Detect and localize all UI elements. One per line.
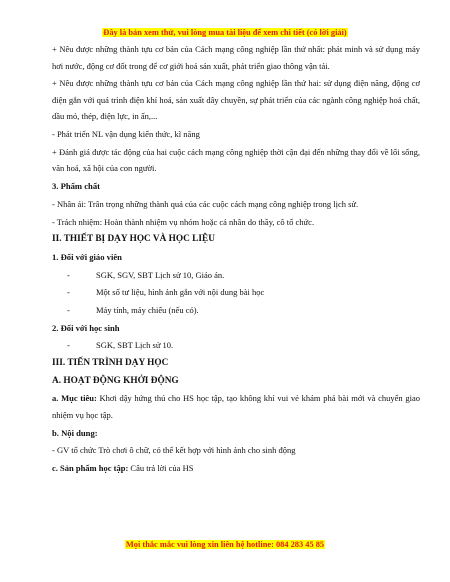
list-item: - Một số tư liệu, hình ảnh gắn với nội dung bài học xyxy=(52,284,420,301)
heading-giao-vien: 1. Đối với giáo viên xyxy=(52,251,122,262)
list-giao-vien xyxy=(52,267,420,319)
muc-tieu-label: a. Mục tiêu: xyxy=(52,393,97,404)
paragraph-noi-dung: - GV tổ chức Trò chơi ô chữ, có thể kết hợp với hình ảnh cho sinh động xyxy=(52,445,296,456)
paragraph-trach-nhiem: - Trách nhiệm: Hoàn thành nhiệm vụ nhóm hoặc cá nhân do thầy, cô tổ chức. xyxy=(52,216,315,227)
hotline-text: Mọi thắc mắc vui lòng xin liên hệ hotline: 084 283 45 85 xyxy=(125,540,325,549)
paragraph-san-pham xyxy=(52,460,420,477)
heading-pham-chat: 3. Phẩm chất xyxy=(52,181,100,192)
heading-noi-dung: b. Nội dung: xyxy=(52,427,98,438)
document-body xyxy=(52,41,420,478)
paragraph-nhan-ai: - Nhân ái: Trân trọng những thành quả của các cuộc cách mạng công nghiệp trong lịch sử. xyxy=(52,198,359,209)
preview-notice-banner xyxy=(0,27,450,38)
hotline-banner xyxy=(0,539,450,550)
list-item: - Máy tính, máy chiếu (nếu có). xyxy=(52,302,420,319)
heading-hoc-sinh: 2. Đối với học sinh xyxy=(52,322,120,333)
san-pham-text: Câu trả lời của HS xyxy=(128,463,194,474)
preview-notice-text: Đây là bản xem thử, vui lòng mua tài liệu để xem chi tiết (có lời giải) xyxy=(103,28,347,37)
muc-tieu-text: Khơi dậy hứng thú cho HS học tập, tạo không khí vui vẻ khám phá bài mới và chuyển giao nhiệm vụ học tập. xyxy=(52,393,421,420)
heading-tien-trinh: III. TIẾN TRÌNH DẠY HỌC xyxy=(52,358,169,368)
paragraph-danh-gia: + Đánh giá được tác động của hai cuộc cách mạng công nghiệp thời cận đại đến những thay đổi về lối sống, văn hoá, xã hội của con người. xyxy=(52,146,420,174)
paragraph-cmcn-1: + Nêu được những thành tựu cơ bản của Cách mạng công nghiệp lần thứ nhất: phát minh và sử dụng máy hơi nước, động cơ đốt trong để cơ giới hoá sản xuất, phát triển giao thông vận tải. xyxy=(52,44,420,71)
san-pham-label: c. Sản phẩm học tập: xyxy=(52,463,129,474)
paragraph-cmcn-2: + Nêu được những thành tựu cơ bản của Cách mạng công nghiệp lần thứ hai: sử dụng điện năng, động cơ điện gắn với quá trình điện khí hoá, sản xuất dây chuyền, sự phát triển của các ngành công nghiệp hoá chất, dầu mỏ, thép, điện lực, in ấn,... xyxy=(52,78,420,122)
paragraph-nang-luc: - Phát triển NL vận dụng kiến thức, kĩ năng xyxy=(52,129,200,140)
list-item: - SGK, SGV, SBT Lịch sử 10, Giáo án. xyxy=(52,267,420,284)
list-hoc-sinh xyxy=(52,337,420,354)
paragraph-muc-tieu xyxy=(52,390,420,423)
list-item: - SGK, SBT Lịch sử 10. xyxy=(52,337,420,354)
heading-thiet-bi: II. THIẾT BỊ DẠY HỌC VÀ HỌC LIỆU xyxy=(52,234,215,245)
heading-khoi-dong: A. HOẠT ĐỘNG KHỞI ĐỘNG xyxy=(52,375,179,386)
